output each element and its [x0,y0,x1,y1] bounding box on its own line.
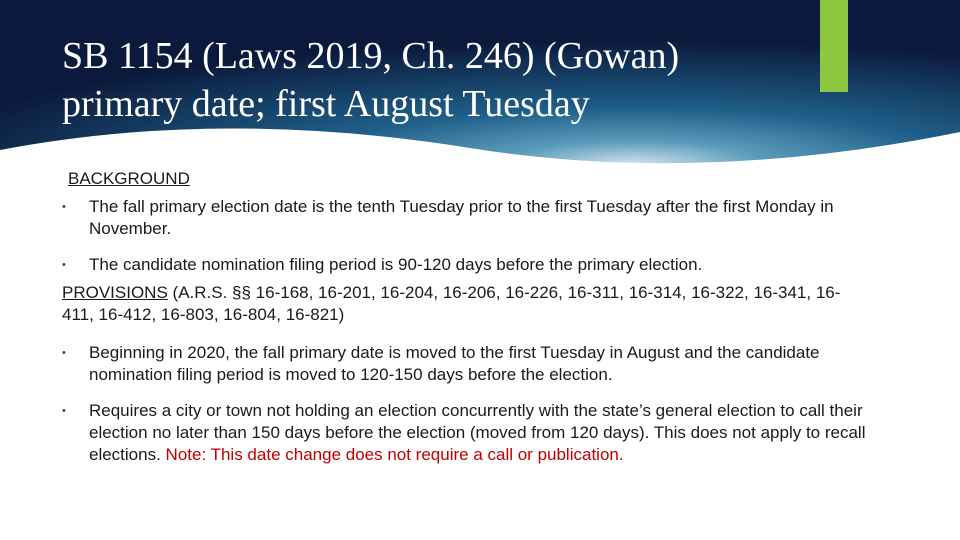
note-text: Note: This date change does not require a call or publication. [165,445,624,464]
bullet-text: Requires a city or town not holding an election concurrently with the state’s general election to call their election no later than 150 days before the election (moved from 120 days). This does not apply to recall elections. [89,401,866,464]
bullet-item [62,342,872,386]
bullet-item [62,400,872,466]
bullet-dot-icon: • [62,259,66,271]
provisions-heading-label: PROVISIONS [62,283,168,302]
background-heading [62,168,872,190]
bullet-text: The fall primary election date is the tenth Tuesday prior to the first Tuesday after the first Monday in November. [89,197,834,238]
slide-title [62,32,822,128]
bullet-dot-icon: • [62,347,66,359]
bullet-dot-icon: • [62,405,66,417]
title-line-2: primary date; first August Tuesday [62,83,590,125]
bullet-dot-icon: • [62,201,66,213]
background-heading-label: BACKGROUND [68,169,190,188]
background-bullets [62,196,872,276]
title-line-1: SB 1154 (Laws 2019, Ch. 246) (Gowan) [62,35,680,77]
bullet-item [62,254,872,276]
provisions-citation: (A.R.S. §§ 16-168, 16-201, 16-204, 16-206, 16-226, 16-311, 16-314, 16-322, 16-341, 16-411, 16-412, 16-803, 16-804, 16-821) [62,283,841,324]
bullet-text: Beginning in 2020, the fall primary date is moved to the first Tuesday in August and the candidate nomination filing period is moved to 120-150 days before the election. [89,343,820,384]
bullet-text: The candidate nomination filing period is 90-120 days before the primary election. [89,255,703,274]
slide-content [62,168,872,466]
green-accent-bar [820,0,848,92]
bullet-item [62,196,872,240]
provisions-heading [62,282,872,326]
provisions-bullets [62,342,872,466]
